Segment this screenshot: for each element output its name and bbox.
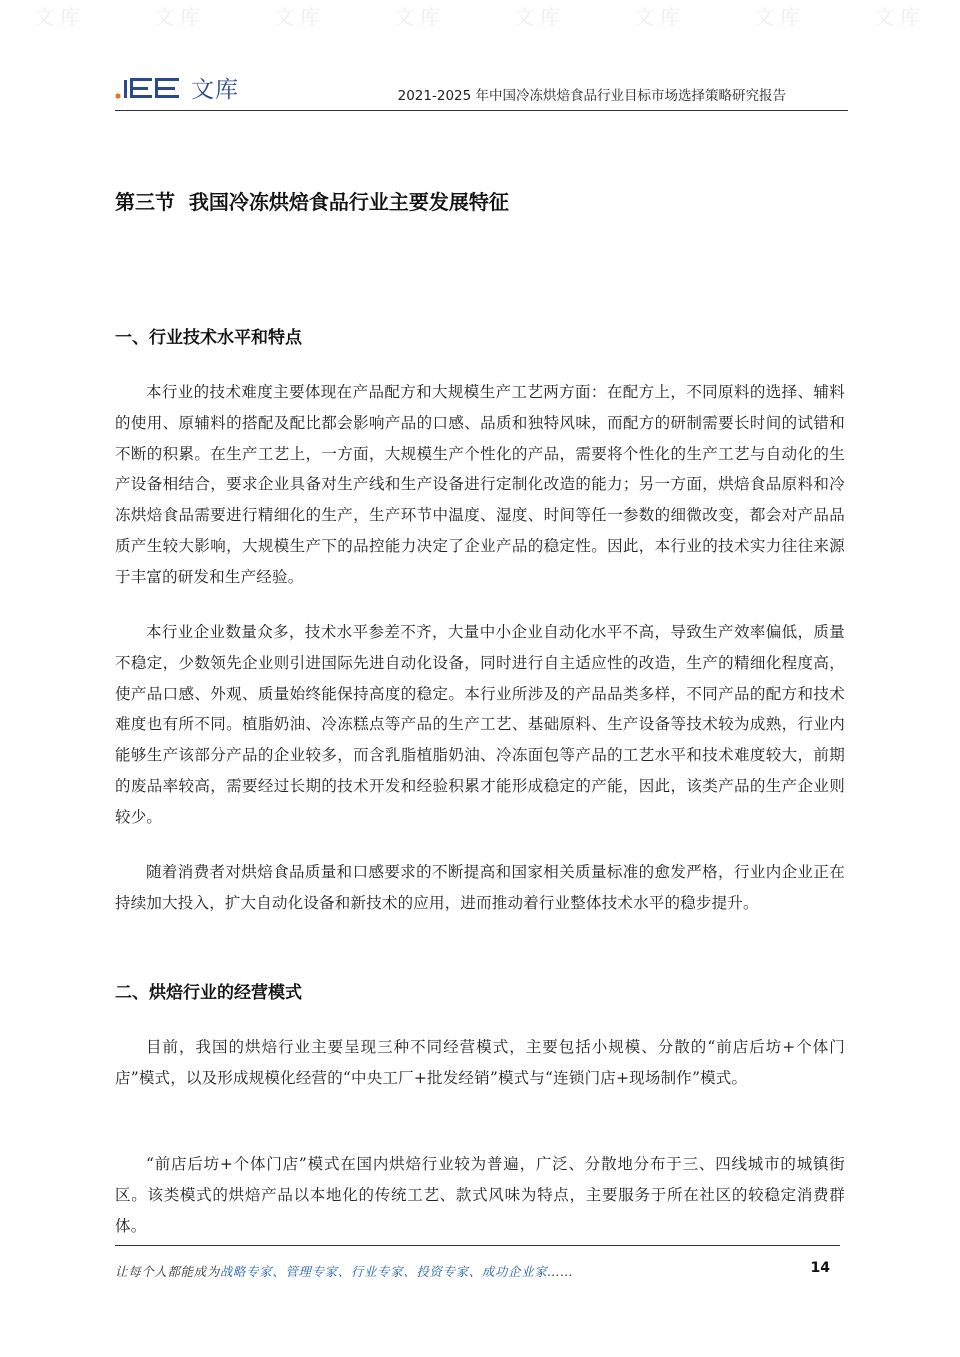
logo-text: 文库 — [191, 76, 239, 103]
watermark-text: 文库 — [634, 4, 686, 29]
watermark-row — [0, 0, 960, 30]
footer-slogan — [115, 1262, 574, 1280]
paragraph: “前店后坊+个体门店”模式在国内烘焙行业较为普遍，广泛、分散地分布于三、四线城市的城镇街区。该类模式的烘焙产品以本地化的传统工艺、款式风味为特点，主要服务于所在社区的较稳定消费群体。 — [115, 1155, 845, 1235]
watermark-text: 文库 — [874, 4, 926, 29]
section-title: 第三节 我国冷冻烘焙食品行业主要发展特征 — [115, 190, 509, 214]
watermark-text: 文库 — [394, 4, 446, 29]
report-title: 2021-2025 年中国冷冻烘焙食品行业目标市场选择策略研究报告 — [397, 88, 786, 104]
watermark-text: 文库 — [754, 4, 806, 29]
subsection-heading: 一、行业技术水平和特点 — [115, 328, 302, 348]
paragraph: 本行业企业数量众多，技术水平参差不齐，大量中小企业自动化水平不高，导致生产效率偏低，质量不稳定，少数领先企业则引进国际先进自动化设备，同时进行自主适应性的改造，生产的精细化程度高，使产品口感、外观、质量始终能保持高度的稳定。本行业所涉及的产品品类多样，不同产品的配方和技术难度也有所不同。植脂奶油、冷冻糕点等产品的生产工艺、基础原料、生产设备等技术较为成熟，行业内能够生产该部分产品的企业较多，而含乳脂植脂奶油、冷冻面包等产品的工艺水平和技术难度较大，前期的废品率较高，需要经过长期的技术开发和经验积累才能形成稳定的产能，因此，该类产品的生产企业则较少。 — [115, 623, 845, 826]
watermark-text: 文库 — [274, 4, 326, 29]
slogan-highlight: 战略专家、管理专家、行业专家、投资专家、成功企业家 — [219, 1264, 548, 1279]
slogan-suffix: …… — [547, 1264, 574, 1279]
paragraph: 目前，我国的烘焙行业主要呈现三种不同经营模式，主要包括小规模、分散的“前店后坊+个体门店”模式，以及形成规模化经营的“中央工厂+批发经销”模式与“连锁门店+现场制作”模式。 — [115, 1038, 845, 1087]
page-header — [115, 68, 848, 111]
subsection-heading: 二、烘焙行业的经营模式 — [115, 983, 302, 1003]
footer-divider — [115, 1245, 840, 1246]
logo — [115, 70, 239, 104]
logo-mark-icon — [115, 72, 185, 102]
slogan-prefix: 让每个人都能成为 — [115, 1264, 220, 1279]
paragraph: 本行业的技术难度主要体现在产品配方和大规模生产工艺两方面：在配方上，不同原料的选择、辅料的使用、原辅料的搭配及配比都会影响产品的口感、品质和独特风味，而配方的研制需要长时间的试错和不断的积累。在生产工艺上，一方面，大规模生产个性化的产品，需要将个性化的生产工艺与自动化的生产设备相结合，要求企业具备对生产线和生产设备进行定制化改造的能力；另一方面，烘焙食品原料和冷冻烘焙食品需要进行精细化的生产，生产环节中温度、湿度、时间等任一参数的细微改变，都会对产品品质产生较大影响，大规模生产下的品控能力决定了企业产品的稳定性。因此，本行业的技术实力往往来源于丰富的研发和生产经验。 — [115, 383, 845, 586]
page-number: 14 — [810, 1260, 830, 1276]
paragraph: 随着消费者对烘焙食品质量和口感要求的不断提高和国家相关质量标准的愈发严格，行业内企业正在持续加大投入，扩大自动化设备和新技术的应用，进而推动着行业整体技术水平的稳步提升。 — [115, 863, 845, 912]
watermark-text: 文库 — [34, 4, 86, 29]
watermark-text: 文库 — [154, 4, 206, 29]
watermark-text: 文库 — [514, 4, 566, 29]
